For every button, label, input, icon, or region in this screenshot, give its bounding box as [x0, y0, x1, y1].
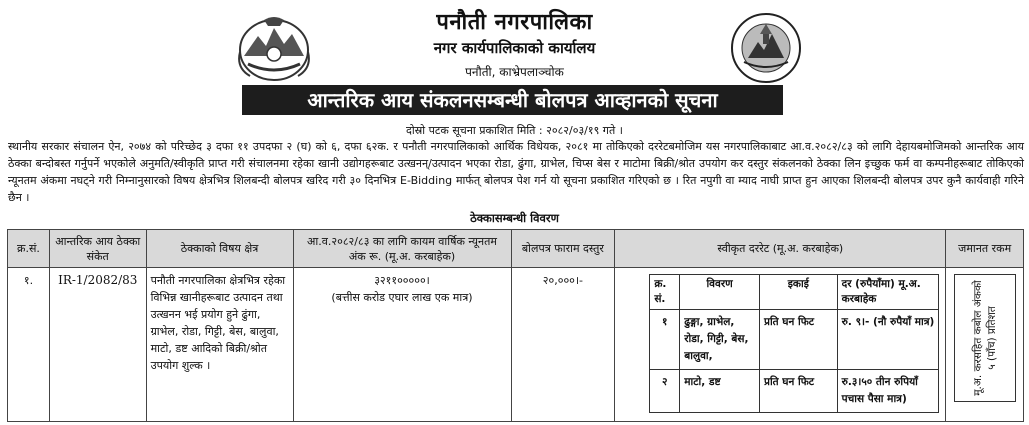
table-header-row — [8, 230, 1024, 268]
rate-row-sn: १ — [650, 310, 680, 370]
rate-row-rate: रु. ९।- (नौ रुपैयाँ मात्र) — [837, 310, 939, 370]
row-guarantee: मू.अ. करसहित कबोल अंकको ५ (पाँच) प्रतिशत — [971, 280, 998, 396]
rate-header-sn: क्र. सं. — [650, 275, 680, 310]
header-form-fee: बोलपत्र फाराम दस्तुर — [511, 230, 615, 268]
rate-header-unit: इकाई — [759, 275, 837, 310]
header-area: ठेक्काको विषय क्षेत्र — [146, 230, 293, 268]
rate-table-header-row — [650, 275, 939, 310]
rate-row-desc: ढुङ्गा, ग्राभेल, रोडा, गिट्टी, बेस, बालुवा, — [680, 310, 760, 370]
header-sn: क्र.सं. — [8, 230, 50, 268]
rate-row-desc: माटो, डष्ट — [680, 370, 760, 413]
org-name: पनौती नगरपालिका — [436, 9, 593, 35]
rate-table — [649, 274, 939, 413]
row-sn: १. — [8, 268, 50, 422]
org-office: नगर कार्यपालिकाको कार्यालय — [433, 39, 596, 57]
org-address: पनौती, काभ्रेपलाञ्चोक — [465, 65, 564, 79]
section-title: ठेक्कासम्बन्धी विवरण — [470, 211, 559, 225]
header-guarantee: जमानत रकम — [946, 230, 1024, 268]
row-guarantee-cell — [946, 268, 1024, 422]
rate-table-row — [650, 370, 939, 413]
row-amount: ३२११०००००। — [374, 274, 430, 287]
rate-table-row — [650, 310, 939, 370]
rate-row-rate: रु.३।५० तीन रुपियाँ पचास पैसा मात्र) — [837, 370, 939, 413]
row-form-fee: २०,०००।- — [511, 268, 615, 422]
contract-details-table — [7, 229, 1024, 422]
header-rate: स्वीकृत दररेट (मू.अ. करबाहेक) — [615, 230, 946, 268]
notice-body: स्थानीय सरकार संचालन ऐन, २०७४ को परिच्छेद ३ दफा ११ उपदफा २ (घ) को ६, दफा ६२क. र पनौती नगरपालिकाको आर्थिक विधेयक, २०८१ मा तोकिएको दररेटबमोजिम यस नगरपालिकाबाट आ.व.२०८२/८३ को लागि देहायबमोजिमको आन्तरिक आय ठेक्का बन्दोबस्त गर्नुपर्ने भएकोले अनुमति/स्वीकृति प्राप्त गरी संचालनमा रहेका खानी उद्योगहरूबाट उत्खनन्/उत्पादन भएका रोडा, ढुंगा, ग्राभेल, चिप्स बेस र माटोमा बिक्री/श्रोत उपयोग कर दस्तुर संकलनको ठेक्का लिन इच्छुक फर्म वा कम्पनीहरूबाट तोकिएको न्यूनतम अंकमा नघट्ने गरी निम्नानुसारको विषय क्षेत्रभित्र शिलबन्दी बोलपत्र खरिद गरी ३० दिनभित्र E-Bidding मार्फत् बोलपत्र पेश गर्न यो सूचना प्रकाशित गरिएको छ । रित नपुगी वा म्याद नाघी प्राप्त हुन आएका शिलबन्दी बोलपत्र उपर कुनै कार्यवाही गरिने छैन । — [8, 140, 1024, 204]
row-amount-words: (बत्तीस करोड एघार लाख एक मात्र) — [331, 291, 473, 304]
row-rate-cell — [615, 268, 946, 422]
publish-date-line: दोस्रो पटक सूचना प्रकाशित मिति : २०८२/०३/१९ गते । — [406, 124, 623, 137]
table-row — [8, 268, 1024, 422]
rate-header-rate: दर (रुपैयाँमा) मू.अ. करबाहेक — [837, 275, 939, 310]
row-area: पनौती नगरपालिका क्षेत्रभित्र रहेका विभिन्न खानीहरूबाट उत्पादन तथा उत्खनन भई प्रयोग हुने ढुंगा, ग्राभेल, रोडा, गिट्टी, बेस, बालुवा, माटो, डष्ट आदिको बिक्री/श्रोत उपयोग शुल्क । — [146, 268, 293, 422]
row-amount-cell — [293, 268, 511, 422]
row-code: IR-1/2082/83 — [49, 268, 146, 422]
rate-row-unit: प्रति घन फिट — [759, 310, 837, 370]
header-amount: आ.व.२०८२/८३ का लागि कायम वार्षिक न्यूनतम अंक रू. (मू.अ. करबाहेक) — [293, 230, 511, 268]
rate-row-sn: २ — [650, 370, 680, 413]
notice-title-banner: आन्तरिक आय संकलनसम्बन्धी बोलपत्र आव्हानको सूचना — [242, 85, 783, 115]
header-code: आन्तरिक आय ठेक्का संकेत — [49, 230, 146, 268]
rate-header-desc: विवरण — [680, 275, 760, 310]
rate-row-unit: प्रति घन फिट — [759, 370, 837, 413]
guarantee-box — [954, 274, 1016, 402]
